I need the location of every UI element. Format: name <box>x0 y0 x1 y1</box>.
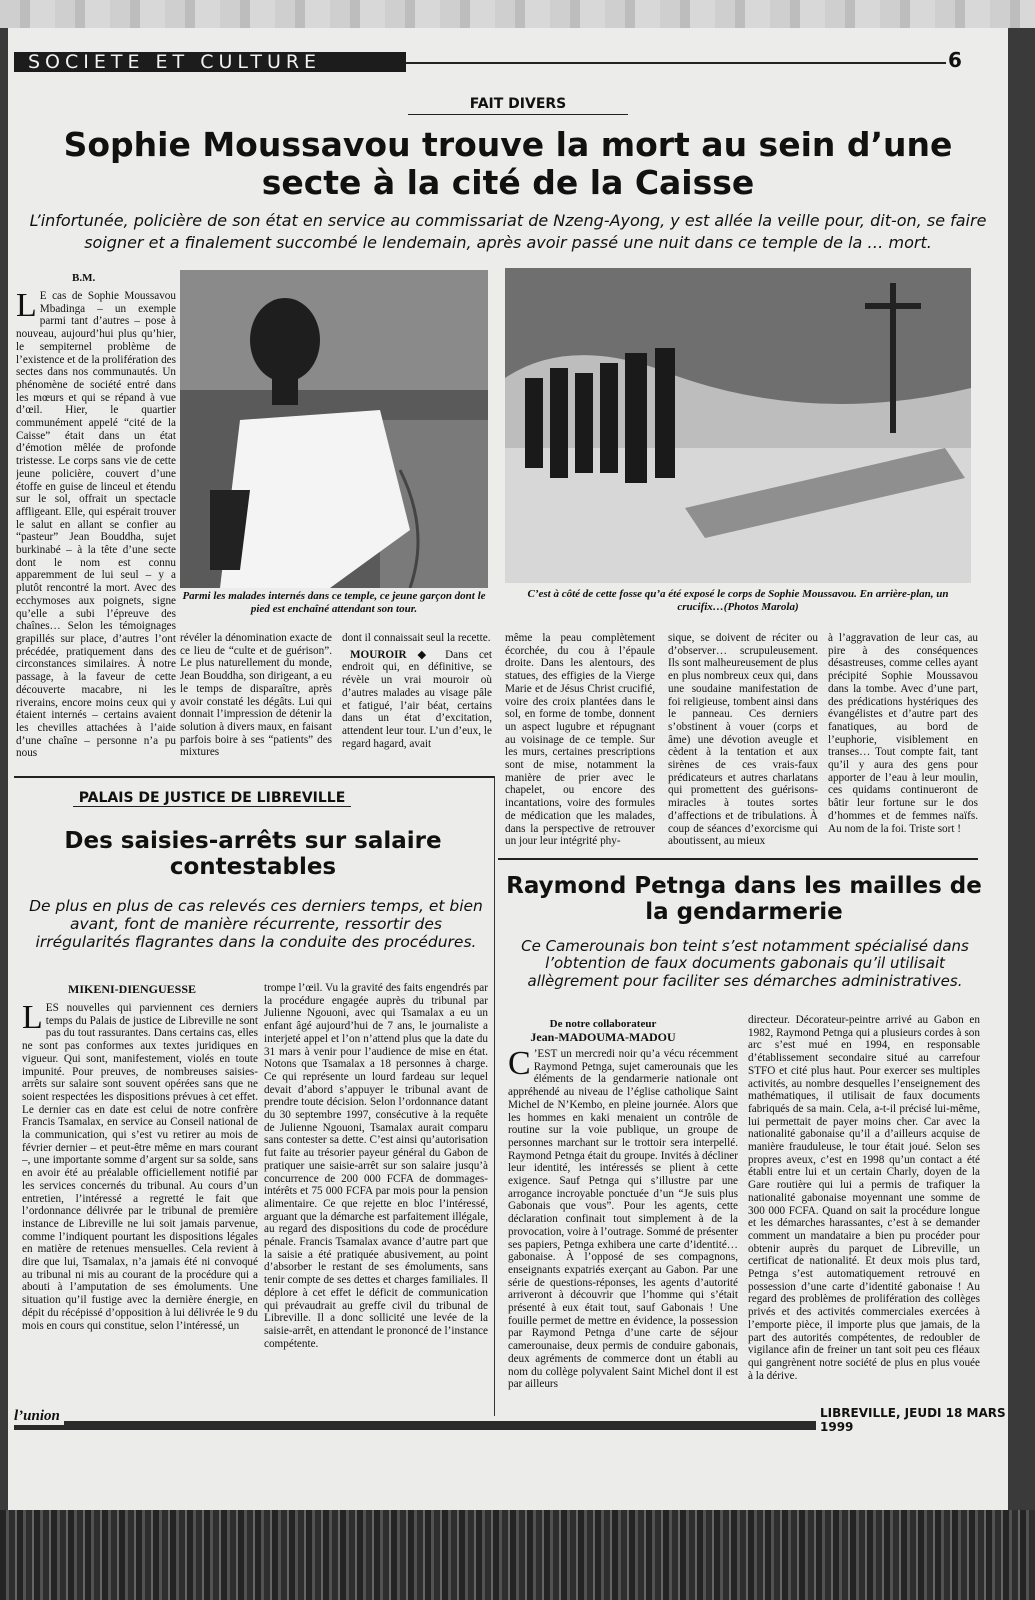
article1-kicker: FAIT DIVERS <box>408 96 628 115</box>
article3-byline-block <box>508 1018 698 1044</box>
article2-col2-text: trompe l’œil. Vu la gravité des faits engendrés par la procédure engagée auprès du tribunal par Julienne Ngouoni, avec qui Tsamalax a eu un enfant âgé aujourd’hui de 7 ans, le journaliste a interjeté appel et l’on n’attend plus que la date du 31 mars à venir pour l’audience de mise en état. Notons que Tsamalax a 18 personnes à charge. Ce qui représente un lourd fardeau sur lequel devait d’abord s’appuyer le tribunal avant de prendre toute décision. Selon l’ordonnance datant du 30 septembre 1997, consécutive à la requête de Julienne Ngouoni, Tsamalax aurait comparu sans contester sa dette. C’est ainsi qu’autorisation fut faite au trésorier payeur général du Gabon de pratiquer une saisie-arrêt sur son salaire jusqu’à concurrence de 200 000 FCFA de dommages-intérêts et 75 000 FCFA par mois pour la pension alimentaire. Ce que rejette en bloc l’intéressé, arguant que la démarche est parfaitement illégale, au regard des dispositions du code de procédure pénale. Francis Tsamalax avance d’autre part que la saisie a été pratiquée abusivement, au point d’absorber le restant de ses émoluments, sans tenir compte de ses dettes et charges familiales. Il déplore à cet effet le déficit de communication qui prévaudrait au greffe civil du tribunal de Libreville. Il a donc sollicité une levée de la saisie-arrêt, en attendant le prononcé de l’instance compétente. <box>264 982 488 1350</box>
divider-article3 <box>498 858 978 860</box>
article1-column-4 <box>505 632 655 850</box>
article3-lede: Ce Camerounais bon teint s’est notamment spécialisé dans l’obtention de faux documents gabonais qu’il utilisait allègrement pour faciliter ses démarches administratives. <box>521 937 969 990</box>
article2-column-2 <box>264 982 488 1408</box>
scan-border-bottom <box>0 1510 1035 1600</box>
article1-column-3 <box>342 632 492 762</box>
photo-boy-chained <box>180 270 488 588</box>
section-title: SOCIETE ET CULTURE <box>14 52 406 72</box>
article1-col3a: dont il connaissait seul la recette. <box>342 632 491 644</box>
photo-boy-illustration <box>180 270 488 588</box>
article1-column-5 <box>668 632 818 850</box>
article3-column-1 <box>508 1048 738 1408</box>
article2-byline: MIKENI-DIENGUESSE <box>68 982 197 996</box>
column-divider <box>494 776 495 1416</box>
article1-column-1 <box>16 290 176 782</box>
photo-pit-crucifix <box>505 268 971 583</box>
article1-col6-text: à l’aggravation de leur cas, au pire à des conséquences désastreuses, comme celles ayant précipité Sophie Moussavou dans la tombe. Avec d’une part, des prédications hystériques des évangélistes et d’autre part des fanatiques, au bord de l’euphorie, visiblement en transes… Tout compte fait, tant qu’il y aura des gens pour apporter de l’eau à leur moulin, ces quidams continueront de bâtir leur fortune sur le dos d’hommes et de femmes naïfs. Au nom de la foi. Triste sort ! <box>828 632 978 835</box>
article2-headline: Des saisies-arrêts sur salaire contestables <box>64 828 442 881</box>
dropcap: C <box>508 1048 531 1082</box>
dropcap: L <box>16 290 37 324</box>
divider-article2 <box>14 776 494 778</box>
article1-lede: L’infortunée, policière de son état en service au commissariat de Nzeng-Ayong, y est allée la veille pour, dit-on, se faire soigner et a finalement succombé le lendemain, après avoir passé une nuit dans ce temple de la … mort. <box>29 211 987 253</box>
photo2-caption: C’est à côté de cette fosse qu’a été exposé le corps de Sophie Moussavou. En arrière-plan, un crucifix…(Photos Marola) <box>527 588 949 613</box>
page-number: 6 <box>948 48 962 72</box>
article2-column-1 <box>22 1002 258 1408</box>
dropcap: L <box>22 1002 43 1036</box>
article1-byline: B.M. <box>72 272 96 284</box>
photo-pit-illustration <box>505 268 971 583</box>
article2-kicker-text: PALAIS DE JUSTICE DE LIBREVILLE <box>73 790 352 807</box>
article1-col1-text: E cas de Sophie Moussavou Mbadinga – un exemple parmi tant d’autres – pose à nouveau, aujourd’hui plus qu’hier, le sempiternel problème de l’existence et de la prolifération des sectes dans nos communautés. Un phénomène de société entré dans les mœurs et qui se répand à vue d’œil. Hier, le quartier communément appelé “cité de la Caisse” était dans un état d’émotion mêlée de profonde tristesse. Le corps sans vie de cette jeune policière, couvert d’une étoffe en guise de linceul et étendu sur le sol, offrait un spectacle affligeant. Elle, qui espérait trouver le salut en allant se confier au “pasteur” Jean Bouddha, sujet burkinabé – à la tête d’une secte dont le nom est connu apparemment de lui seul – y a plutôt rencontré la mort. Avec des ecchymoses aux poignets, signe qu’elle a subi l’épreuve des chaînes… Selon les témoignages grapillés sur place, d’autres l’ont précédée, pratiquement dans des circonstances similaires. À notre passage, à la faveur de cette découverte macabre, ni les riverains, encore moins ceux qui y étaient internés – certains avaient les chevilles attachées à l’aide d’une chaîne – personne n’a pu nous <box>16 290 176 760</box>
header-rule <box>406 62 946 64</box>
article1-col5-text: sique, se doivent de réciter ou d’observer… scrupuleusement. Ils sont malheureusement de plus en plus nombreux ceux qui, dans une soudaine manifestation de foi religieuse, tombent ainsi dans le panneau. Ces derniers s’obstinent à vouer (corps et âme) une dévotion aveugle et cèdent à la tentation et aux sirènes de ces vrais-faux prédicateurs et autres charlatans qui promettent des guérisons-miracles à toutes sortes d’affections et de tribulations. À coup de séances d’exorcisme qui aboutissent, au mieux <box>668 632 818 848</box>
photo1-caption: Parmi les malades internés dans ce temple, ce jeune garçon dont le pied est enchaîné attendant son tour. <box>182 590 486 615</box>
article1-col3b: Dans cet endroit qui, en définitive, se révèle un vrai mouroir où d’autres malades au visage pâle et fatigué, l’air béat, certains dans un état d’excitation, attendent leur tour. L’un d’eux, le regard hagard, avait <box>342 648 492 750</box>
article1-col2-text: révéler la dénomination exacte de ce lieu de “culte et de guérison”. Le plus naturellement du monde, Jean Bouddha, son dirigeant, a eu le temps de disparaître, après avoir constaté les dégâts. Lui qui donnait l’impression de détenir la solution à divers maux, en faisant parfois boire à ses “patients” des mixtures <box>180 632 332 759</box>
article1-column-2 <box>180 632 332 762</box>
newspaper-brand: l’union <box>14 1408 64 1425</box>
newspaper-page <box>8 28 1008 1510</box>
article1-subhead: MOUROIR ◆ <box>350 648 435 661</box>
article2-kicker <box>22 790 402 806</box>
article1-column-6 <box>828 632 978 850</box>
dateline: LIBREVILLE, JEUDI 18 MARS 1999 <box>816 1406 1008 1434</box>
article3-column-2 <box>748 1014 980 1408</box>
article3-headline: Raymond Petnga dans les mailles de la gendarmerie <box>506 873 982 926</box>
article1-headline: Sophie Moussavou trouve la mort au sein d’une secte à la cité de la Caisse <box>63 125 953 202</box>
article1-col4-text: même la peau complètement écorchée, du cou à l’épaule droite. Dans les alentours, des statues, des effigies de la Vierge Marie et de Jésus Christ crucifié, voire des croix plantées dans le sol, en forme de tombe, donnent un aspect lugubre et répugnant au voisinage de ce temple. Sur les murs, certaines prescriptions sont de mise, notamment la manière de prier avec le chapelet, ou encore des incantations, voire des formules de médication que les malades, dans la perspective de retrouver un jour leur intégrité phy- <box>505 632 655 848</box>
article3-byline: Jean-MADOUMA-MADOU <box>530 1030 676 1044</box>
article3-byline-intro: De notre collaborateur <box>549 1018 657 1030</box>
article3-col1-text: ’EST un mercredi noir qu’a vécu récemment Raymond Petnga, sujet camerounais que les éléments de la gendarmerie nationale ont appréhendé au niveau de l’église catholique Saint Michel de N’Kembo, en pleine journée. Alors que les hommes en kaki menaient un contrôle de routine sur la voie publique, un groupe de personnes marchant sur le trottoir sera interpellé. Raymond Petnga était du groupe. Invités à décliner leur identité, les intéressés se plient à cette exigence. Sauf Petnga qui s’illustre par une arrogance incroyable ponctuée d’un “Je suis plus Gabonais que vous”. Pour les agents, cette déclaration confinait tout simplement à de la provocation, voire à l’outrage. Sommé de présenter ses papiers, Petnga exhibera une carte d’identité… gabonaise. À l’opposé de ses compagnons, enseignants expatriés exerçant au Gabon. Par une série de questions-réponses, les agents d’autorité arriveront à découvrir que l’homme qui s’était présenté à eux était tout, sauf Gabonais ! Une fouille permet de mettre en évidence, la possession par Raymond Petnga d’une carte de séjour camerounaise, deux permis de conduire gabonais, deux agréments de commerce dont un établi au nom du collège polyvalent Saint Michel dont il est par ailleurs <box>508 1048 738 1391</box>
article2-col1-text: ES nouvelles qui parviennent ces derniers temps du Palais de justice de Libreville ne sont pas du tout rassurantes. Dans certains cas, elles ne sont pas conformes aux textes juridiques en vigueur. Qui sont, manifestement, violés en toute impunité. Pour preuves, de nombreuses saisies-arrêts sur salaire sont souvent opérées sans que ne soient respectées les dispositions prévues à cet effet. Le dernier cas en date est celui de notre confrère Francis Tsamalax, en service au Conseil national de la communication, qui s’est vu retirer au mois de février dernier – et peut-être même en mars courant –, une importante somme d’argent sur sa solde, sans en avoir été au préalable officiellement notifié par les services concernés du tribunal. Au cours d’un entretien, l’intéressé a regretté le fait que l’ordonnance délivrée par le tribunal de première instance de Libreville ne lui soit jamais parvenue, comme l’indiquent pourtant les dispositions légales en matière de retenues mensuelles. Cela revient à dire que lui, Tsamalax, n’a jamais été ni convoqué au tribunal ni mis au courant de la procédure qui a abouti à l’amputation de ses émoluments. Une situation qu’il fustige avec la dernière énergie, en dépit du récépissé d’opposition à lui délivrée le 9 du mois en cours qui constitue, selon l’intéressé, un <box>22 1002 258 1332</box>
scan-border-top <box>0 0 1035 28</box>
article2-lede: De plus en plus de cas relevés ces derniers temps, et bien avant, font de manière récurrente, ressortir des irrégularités flagrantes dans la conduite des procédures. <box>29 897 483 951</box>
article3-col2-text: directeur. Décorateur-peintre arrivé au Gabon en 1982, Raymond Petnga qui a plusieurs cordes à son arc s’est mué en 1994, en responsable d’établissement secondaire situé au carrefour STFO et cité plus haut. Pour exercer ses multiples activités, au nombre desquelles l’enseignement des mathématiques, il utilisait de faux documents fabriqués de sa main. Cela, a-t-il précisé lui-même, lui permettait de payer moins cher. Car avec la nationalité gabonaise qu’il a d’ailleurs acquise de manière frauduleuse, le tour était joué. Selon ses propres aveux, c’est en 1998 qu’un contact a été établi entre lui et un certain Charly, doyen de la Gare routière qui lui a permis de trafiquer la nationalité gabonaise moyennant une somme de 300 000 FCFA. Quand on sait la procédure longue et les démarches harassantes, c’est à se demander comment un mandataire a bien pu procéder pour obtenir auprès du parquet de Libreville, un certificat de nationalité. Et deux mois plus tard, Petnga s’est automatiquement retrouvé en possession d’une carte d’identité gabonaise ! Au regard des problèmes de prolifération des collèges privés et des activités commerciales exercées à l’emporte pièce, il importe plus que jamais, de la part des autorités compétentes, de redoubler de vigilance afin de freiner un tant soit peu ces fléaux qui gangrènent notre société de plus en plus vouée à la dérive. <box>748 1014 980 1382</box>
